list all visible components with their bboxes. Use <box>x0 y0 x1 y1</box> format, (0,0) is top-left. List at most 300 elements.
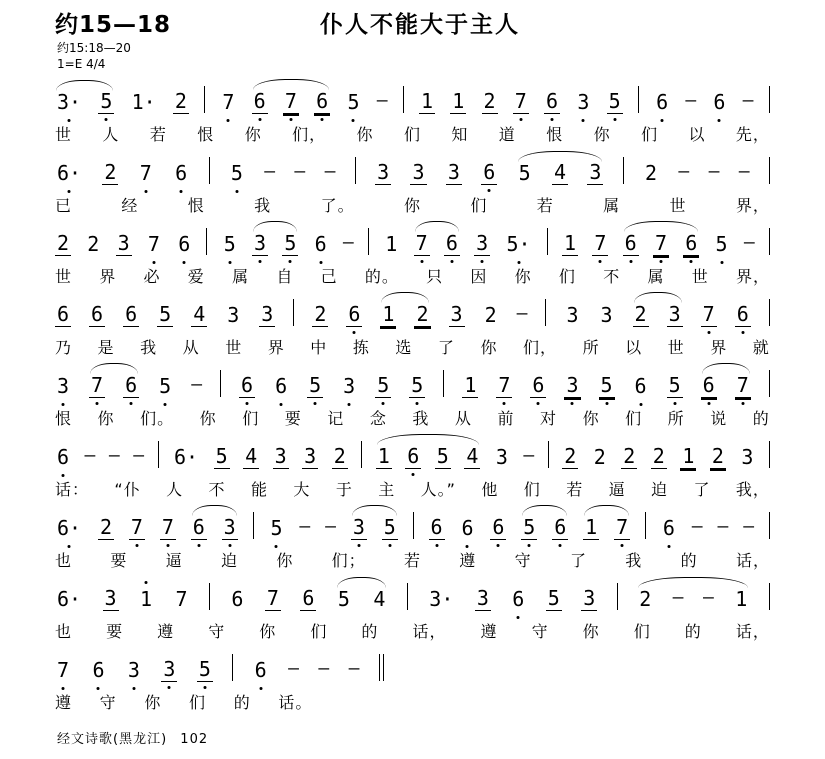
octave-dot-low <box>659 260 662 263</box>
note: 5 <box>382 517 398 540</box>
octave-dot-low <box>466 545 469 548</box>
note: 6 <box>510 589 526 611</box>
note: 6· <box>55 518 83 540</box>
note: 2 <box>634 302 647 326</box>
octave-dot-low <box>183 261 186 264</box>
note: 7 <box>160 517 176 540</box>
lyric-syllable: 的 <box>684 622 702 641</box>
note: 3 <box>222 517 238 540</box>
note: 1 <box>138 589 154 611</box>
notes-row <box>55 638 384 682</box>
barline <box>769 299 770 326</box>
note: 5 <box>307 375 323 398</box>
note: 2 <box>623 444 636 468</box>
lyric-syllable: 守 <box>514 551 532 570</box>
lyric-syllable: 你 <box>97 409 115 428</box>
note: 6 <box>191 517 207 540</box>
note: 1 <box>377 444 390 468</box>
note: 3 <box>274 444 287 468</box>
note: 6 <box>429 517 445 540</box>
lyric-syllable: 话： <box>55 480 90 499</box>
note: 4 <box>373 587 386 611</box>
note: 6 <box>252 91 268 114</box>
note: 3 <box>351 517 367 540</box>
lyric-syllable: 话， <box>735 622 770 641</box>
lyric-syllable: 恨 <box>55 409 73 428</box>
lyric-syllable: 们 <box>189 693 207 712</box>
lyric-syllable: 只 <box>426 267 444 286</box>
lyric-syllable: 们 <box>625 409 643 428</box>
note: 2 <box>645 161 658 185</box>
lyric-syllable: 以 <box>625 338 643 357</box>
lyric-syllable: 他 <box>481 480 499 499</box>
lyric-syllable: 所 <box>582 338 600 357</box>
octave-dot-low <box>135 544 138 547</box>
note: 6 <box>55 447 71 469</box>
lyric-syllable: 若 <box>403 551 421 570</box>
note: 3 <box>412 160 425 184</box>
octave-dot-high <box>145 581 148 584</box>
lyric-syllable: 若 <box>566 480 584 499</box>
octave-dot-low <box>246 402 249 405</box>
note: 6 <box>125 302 138 326</box>
final-barline <box>379 654 384 681</box>
note: 3 <box>741 445 754 469</box>
song-title: 仆人不能大于主人 <box>320 12 520 38</box>
note: 7 <box>138 163 154 185</box>
lyric-syllable: 要 <box>110 551 128 570</box>
slur <box>377 434 479 445</box>
note: 7 <box>175 587 188 611</box>
music-system <box>55 496 770 570</box>
lyric-syllable: 的。 <box>364 267 399 286</box>
lyric-syllable: 界 <box>99 267 117 286</box>
sustain-dash: — <box>691 516 703 537</box>
lyric-syllable: 人 <box>166 480 184 499</box>
music-system <box>55 425 770 499</box>
note: 6 <box>544 91 560 114</box>
sustain-dash: — <box>678 161 690 182</box>
octave-dot-low <box>105 118 108 121</box>
barline <box>623 157 624 184</box>
barline <box>209 157 210 184</box>
lyric-syllable: 也 <box>55 622 73 641</box>
lyric-syllable: 你 <box>593 125 611 144</box>
note: 2 <box>483 89 496 113</box>
barline <box>361 441 362 468</box>
note: 7 <box>414 233 430 256</box>
lyric-syllable: 世 <box>55 267 73 286</box>
octave-dot-low <box>62 687 65 690</box>
note: 2 <box>416 302 429 326</box>
note: 6 <box>459 518 475 540</box>
lyric-syllable: 世 <box>669 196 687 215</box>
sustain-dash: — <box>742 90 754 111</box>
lyric-syllable: 恨 <box>187 196 205 215</box>
note: 5 <box>714 234 730 256</box>
barline <box>403 86 404 113</box>
note: 6 <box>552 517 568 540</box>
lyric-syllable: 遵 <box>480 622 498 641</box>
scripture-range: 约15:18—20 <box>57 41 131 55</box>
octave-dot-low <box>180 190 183 193</box>
lyric-syllable: 就 <box>752 338 770 357</box>
note: 6 <box>313 234 329 256</box>
octave-dot-low <box>289 260 292 263</box>
note: 3 <box>583 586 596 610</box>
slur <box>518 151 602 162</box>
music-system <box>55 567 770 641</box>
sustain-dash: — <box>325 516 336 537</box>
note: 3 <box>447 160 460 184</box>
note: 6 <box>253 660 269 682</box>
note: 2 <box>174 89 187 113</box>
note: 7 <box>146 234 162 256</box>
sustain-dash: — <box>685 90 697 111</box>
octave-dot-low <box>435 544 438 547</box>
note: 7 <box>266 586 279 610</box>
lyric-syllable: 世 <box>667 338 685 357</box>
lyric-syllable: 们 <box>558 267 576 286</box>
music-system <box>55 70 770 144</box>
barline <box>413 512 414 539</box>
sustain-dash: — <box>702 587 714 608</box>
barline <box>158 441 159 468</box>
slur <box>381 292 429 303</box>
lyric-syllable: 了 <box>693 480 711 499</box>
lyric-syllable: 能 <box>250 480 268 499</box>
note: 5 <box>98 91 114 114</box>
note: 7 <box>653 233 669 256</box>
lyric-syllable: 你 <box>276 551 294 570</box>
lyric-syllable: 我 <box>412 409 430 428</box>
lyric-syllable: 你 <box>356 125 374 144</box>
lyric-syllable: 逼 <box>608 480 626 499</box>
lyric-syllable: 们 <box>242 409 260 428</box>
note: 6 <box>661 518 677 540</box>
barline <box>769 157 770 184</box>
note: 5 <box>268 518 284 540</box>
barline <box>209 583 210 610</box>
lyric-syllable: 们 <box>310 622 328 641</box>
note: 7 <box>592 233 608 256</box>
note: 6 <box>711 92 727 114</box>
octave-dot-low <box>613 118 616 121</box>
octave-dot-low <box>132 687 135 690</box>
barline <box>368 228 369 255</box>
note: 5 <box>157 376 173 398</box>
lyric-syllable: 界 <box>267 338 285 357</box>
note: 6 <box>481 162 497 185</box>
lyric-syllable: 们， <box>292 125 327 144</box>
note: 7 <box>614 517 630 540</box>
sustain-dash: — <box>84 445 96 466</box>
songbook-source: 经文诗歌(黑龙江) <box>57 732 168 747</box>
octave-dot-low <box>97 687 100 690</box>
note: 3 <box>600 303 613 327</box>
note: 3· <box>429 587 454 611</box>
note: 3 <box>668 302 681 326</box>
lyric-syllable: 爱 <box>187 267 205 286</box>
notes-row <box>55 212 770 256</box>
sustain-dash: — <box>348 658 360 679</box>
sustain-dash: — <box>743 516 755 537</box>
octave-dot-low <box>275 545 278 548</box>
note: 6 <box>623 233 639 256</box>
lyric-syllable: 遵 <box>157 622 175 641</box>
note: 2 <box>87 232 100 256</box>
sustain-dash: — <box>264 161 276 182</box>
lyric-syllable: 你 <box>582 622 600 641</box>
lyric-syllable: 们； <box>331 551 366 570</box>
sustain-dash: — <box>743 232 755 253</box>
note: 6 <box>633 376 649 398</box>
octave-dot-low <box>707 402 710 405</box>
barline <box>253 512 254 539</box>
lyric-syllable: 也 <box>55 551 73 570</box>
lyric-syllable: 话， <box>412 622 447 641</box>
lyric-syllable: 所 <box>667 409 685 428</box>
note: 6· <box>55 163 83 185</box>
octave-dot-low <box>412 473 415 476</box>
note: 5 <box>345 92 361 114</box>
lyric-syllable: 前 <box>497 409 515 428</box>
notes-row <box>55 141 770 185</box>
lyric-syllable: 界， <box>735 267 770 286</box>
note: 5 <box>667 375 683 398</box>
lyric-syllable: 主 <box>378 480 396 499</box>
note: 2 <box>711 444 724 468</box>
lyric-syllable: 若 <box>536 196 554 215</box>
octave-dot-low <box>228 544 231 547</box>
lyric-syllable: 不 <box>208 480 226 499</box>
octave-dot-low <box>559 544 562 547</box>
note: 6 <box>701 375 717 398</box>
octave-dot-low <box>227 119 230 122</box>
barline <box>645 512 646 539</box>
note: 3 <box>261 302 274 326</box>
octave-dot-low <box>319 261 322 264</box>
lyric-syllable: 们。 <box>140 409 175 428</box>
music-system <box>55 638 770 712</box>
lyric-syllable: 你 <box>259 622 277 641</box>
lyric-syllable: 们 <box>403 125 421 144</box>
note: 6 <box>654 92 670 114</box>
lyric-syllable: 们， <box>523 338 558 357</box>
lyric-syllable: 们 <box>470 196 488 215</box>
note: 2 <box>652 444 665 468</box>
note: 5 <box>282 233 298 256</box>
octave-dot-low <box>62 474 65 477</box>
note: 3 <box>589 160 602 184</box>
octave-dot-low <box>741 402 744 405</box>
octave-dot-low <box>667 545 670 548</box>
note: 1 <box>585 515 598 539</box>
lyric-syllable: 的 <box>361 622 379 641</box>
barline <box>407 583 408 610</box>
note: 6· <box>57 587 82 611</box>
lyric-syllable: 你 <box>244 125 262 144</box>
lyric-syllable: 恨 <box>197 125 215 144</box>
lyric-syllable: 要 <box>284 409 302 428</box>
lyric-syllable: 了 <box>569 551 587 570</box>
octave-dot-low <box>289 118 292 121</box>
music-system <box>55 283 770 357</box>
note: 5 <box>547 586 560 610</box>
lyric-syllable: 属 <box>647 267 665 286</box>
lyric-syllable: 是 <box>97 338 115 357</box>
note: 3 <box>104 586 117 610</box>
sustain-dash: — <box>516 303 528 324</box>
octave-dot-low <box>314 402 317 405</box>
lyric-syllable: 世 <box>55 125 73 144</box>
barline <box>355 157 356 184</box>
lyric-syllable: 人 <box>102 125 120 144</box>
note: 3 <box>126 660 142 682</box>
octave-dot-low <box>707 331 710 334</box>
lyric-syllable: 世 <box>691 267 709 286</box>
notes-row <box>55 425 770 469</box>
lyric-syllable: 大 <box>293 480 311 499</box>
barline <box>638 86 639 113</box>
note: 6 <box>405 446 421 469</box>
music-system <box>55 141 770 215</box>
note: 5 <box>222 234 238 256</box>
note: 3 <box>474 233 490 256</box>
lyric-syllable: 的 <box>680 551 698 570</box>
barline <box>548 441 549 468</box>
octave-dot-low <box>720 261 723 264</box>
lyric-syllable: 守 <box>208 622 226 641</box>
note: 3 <box>161 659 177 682</box>
octave-dot-low <box>152 261 155 264</box>
note: 3 <box>117 231 130 255</box>
note: 3 <box>252 233 268 256</box>
lyric-syllable: 界 <box>710 338 728 357</box>
octave-dot-low <box>605 402 608 405</box>
slur <box>624 221 698 232</box>
sustain-dash: — <box>318 658 330 679</box>
octave-dot-low <box>352 119 355 122</box>
octave-dot-low <box>551 118 554 121</box>
lyric-syllable: 记 <box>327 409 345 428</box>
slur <box>253 79 329 90</box>
note: 2 <box>564 444 577 468</box>
note: 1 <box>420 89 434 113</box>
lyric-syllable: 你 <box>199 409 217 428</box>
note: 2 <box>104 160 117 184</box>
note: 4 <box>466 444 479 468</box>
lyric-syllable: 说 <box>710 409 728 428</box>
note: 1 <box>464 373 477 397</box>
slur <box>522 505 567 516</box>
note: 3 <box>476 586 489 610</box>
lyric-syllable: 念 <box>369 409 387 428</box>
lyric-syllable: 逼 <box>165 551 183 570</box>
lyric-syllable: 经 <box>121 196 139 215</box>
octave-dot-low <box>280 403 283 406</box>
barline <box>769 370 770 397</box>
note: 2 <box>57 231 70 255</box>
lyric-syllable: 若 <box>149 125 167 144</box>
barline <box>443 370 444 397</box>
note: 5 <box>518 161 531 185</box>
note: 3 <box>566 303 579 327</box>
lyric-syllable: 先， <box>735 125 770 144</box>
octave-dot-low <box>353 331 356 334</box>
octave-dot-low <box>258 118 261 121</box>
lyric-syllable: 我 <box>140 338 158 357</box>
note: 7 <box>220 92 236 114</box>
note: 5 <box>215 444 228 468</box>
barline <box>220 370 221 397</box>
note: 6 <box>231 587 244 611</box>
lyric-syllable: 恨 <box>546 125 564 144</box>
note: 6 <box>90 660 106 682</box>
octave-dot-low <box>450 260 453 263</box>
note: 3 <box>564 375 580 398</box>
note: 6 <box>346 304 362 327</box>
octave-dot-low <box>629 260 632 263</box>
lyric-syllable: 们 <box>633 622 651 641</box>
octave-dot-low <box>503 402 506 405</box>
lyric-syllable: 乃 <box>55 338 73 357</box>
note: 7 <box>55 660 71 682</box>
lyric-syllable: 了。 <box>320 196 355 215</box>
note: 7 <box>283 91 299 114</box>
lyric-syllable: 迫 <box>220 551 238 570</box>
note: 7 <box>701 304 717 327</box>
note: 6 <box>683 233 699 256</box>
slur <box>56 80 113 91</box>
lyric-syllable: 我 <box>625 551 643 570</box>
lyric-syllable: 你 <box>403 196 421 215</box>
note: 3 <box>450 302 463 326</box>
octave-dot-low <box>661 119 664 122</box>
lyric-syllable: 了 <box>437 338 455 357</box>
note: 4 <box>193 302 206 326</box>
lyric-syllable: 己 <box>320 267 338 286</box>
lyric-syllable: 遵 <box>459 551 477 570</box>
note: 7 <box>496 375 512 398</box>
sustain-dash: — <box>191 374 203 395</box>
note: 6 <box>57 302 70 326</box>
octave-dot-low <box>228 261 231 264</box>
sustain-dash: — <box>299 516 311 537</box>
barline <box>769 583 770 610</box>
barline <box>769 228 770 255</box>
octave-dot-low <box>382 402 385 405</box>
sustain-dash: — <box>717 516 729 537</box>
note: 7 <box>89 375 105 398</box>
note: 3 <box>575 92 591 114</box>
note: 2 <box>99 515 113 539</box>
octave-dot-low <box>519 118 522 121</box>
octave-dot-low <box>718 119 721 122</box>
note: 2 <box>639 587 652 611</box>
note: 6 <box>444 233 460 256</box>
barline <box>769 512 770 539</box>
footer <box>57 728 208 747</box>
octave-dot-low <box>528 544 531 547</box>
lyric-syllable: 必 <box>143 267 161 286</box>
slur <box>90 363 138 374</box>
octave-dot-low <box>68 119 71 122</box>
lyric-syllable: 守 <box>531 622 549 641</box>
note: 6 <box>176 234 192 256</box>
lyric-syllable: 们 <box>523 480 541 499</box>
note: 2 <box>333 444 346 468</box>
